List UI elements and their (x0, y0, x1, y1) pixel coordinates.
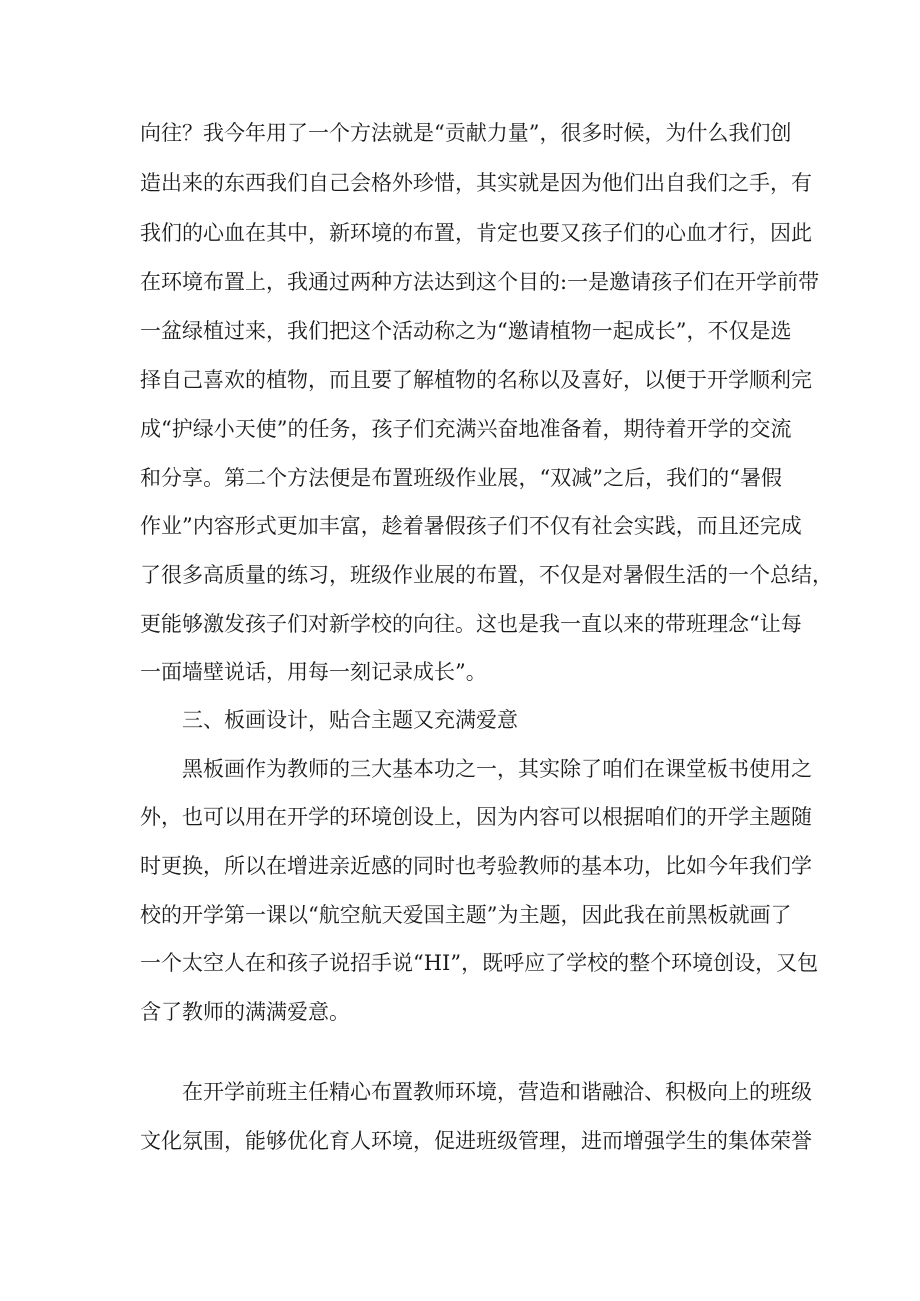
paragraph-line: 在环境布置上，我通过两种方法达到这个目的:一是邀请孩子们在开学前带 (140, 270, 820, 294)
paragraph-line: 作业”内容形式更加丰富，趁着暑假孩子们不仅有社会实践，而且还完成 (140, 514, 802, 538)
paragraph-line: 含了教师的满满爱意。 (140, 1000, 350, 1024)
paragraph-line: 时更换，所以在增进亲近感的同时也考验教师的基本功，比如今年我们学 (140, 854, 812, 878)
paragraph-line: 和分享。第二个方法便是布置班级作业展，“双减”之后，我们的“暑假 (140, 466, 782, 490)
paragraph-line: 校的开学第一课以“航空航天爱国主题”为主题，因此我在前黑板就画了 (140, 903, 792, 927)
paragraph-line: 黑板画作为教师的三大基本功之一，其实除了咱们在课堂板书使用之 (182, 757, 812, 781)
paragraph-line: 更能够激发孩子们对新学校的向往。这也是我一直以来的带班理念“让每 (140, 612, 802, 636)
section-heading: 三、板画设计，贴合主题又充满爱意 (182, 708, 518, 732)
paragraph-line: 文化氛围，能够优化育人环境，促进班级管理，进而增强学生的集体荣誉 (140, 1129, 812, 1153)
paragraph-line: 造出来的东西我们自己会格外珍惜，其实就是因为他们出自我们之手，有 (140, 171, 812, 195)
paragraph-line: 成“护绿小天使”的任务，孩子们充满兴奋地准备着，期待着开学的交流 (140, 417, 792, 441)
paragraph-line: 了很多高质量的练习，班级作业展的布置，不仅是对暑假生活的一个总结， (140, 563, 833, 587)
paragraph-line: 择自己喜欢的植物，而且要了解植物的名称以及喜好，以便于开学顺利完 (140, 368, 812, 392)
paragraph-line: 一盆绿植过来，我们把这个活动称之为“邀请植物一起成长”，不仅是选 (140, 319, 792, 343)
paragraph-line: 我们的心血在其中，新环境的布置，肯定也要又孩子们的心血才行，因此 (140, 221, 812, 245)
paragraph-line: 一个太空人在和孩子说招手说“HI”，既呼应了学校的整个环境创设，又包 (140, 951, 819, 975)
paragraph-line: 在开学前班主任精心布置教师环境，营造和谐融洽、积极向上的班级 (182, 1080, 812, 1104)
paragraph-line: 向往？我今年用了一个方法就是“贡献力量”，很多时候，为什么我们创 (140, 121, 792, 145)
paragraph-line: 外，也可以用在开学的环境创设上，因为内容可以根据咱们的开学主题随 (140, 805, 812, 829)
paragraph-line: 一面墙壁说话，用每一刻记录成长”。 (140, 660, 487, 684)
